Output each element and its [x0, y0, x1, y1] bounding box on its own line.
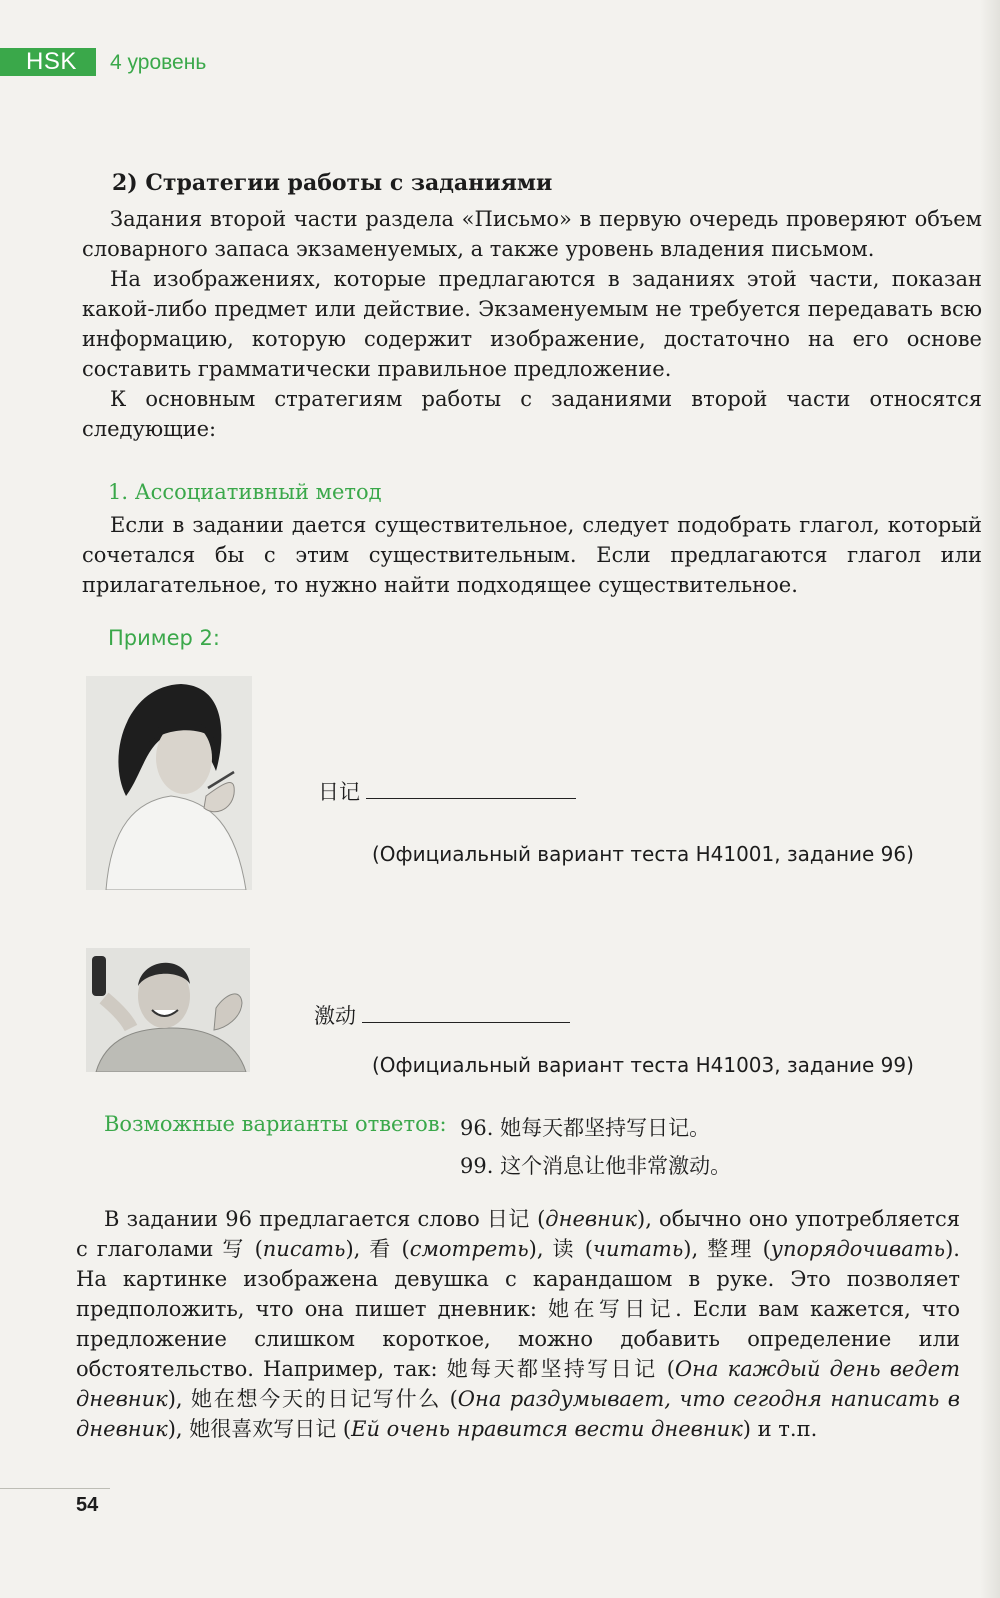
girl-illustration — [86, 676, 252, 890]
method-paragraph: Если в задании дается существительное, следует подобрать глагол, который сочетался бы с этим существительным. Если предлагаются глагол или прилагательное, то нужно найти подходящее существительное. — [82, 513, 982, 597]
man-illustration — [86, 948, 250, 1072]
excited-man-photo — [86, 948, 250, 1072]
explanation-run: ), обычно оно употребляется с глаголами 写 ( — [76, 1207, 960, 1261]
explanation-run: ). На картинке изображена девушка с карандашом в руке. Это позволяет предположить, что она пишет дневник: 她在写日记. Если вам кажется, что предложение слишком короткое, можно добавить определение или обстоятельство. Например, так: 她每天都坚持写日记 ( — [76, 1237, 960, 1381]
translation: упорядочивать — [770, 1237, 946, 1261]
answer-96: 96. 她每天都坚持写日记。 — [460, 1116, 711, 1140]
intro-paragraph: К основным стратегиям работы с заданиями второй части относятся следующие: — [82, 387, 982, 441]
explanation-run: ), 她在想今天的日记写什么 ( — [167, 1387, 458, 1411]
task-96-answer-blank — [366, 780, 576, 799]
task-99-keyword: 激动 — [314, 1004, 356, 1028]
footer-divider — [0, 1488, 110, 1489]
explanation-run: ), 看 ( — [345, 1237, 410, 1261]
answer-99: 99. 这个消息让他非常激动。 — [460, 1154, 732, 1178]
translation: Ей очень нравится вести дневник — [351, 1417, 743, 1441]
method-title: 1. Ассоциативный метод — [108, 480, 382, 504]
task-96-source: (Официальный вариант теста H41001, задание 96) — [372, 842, 914, 866]
task-99-answer-blank — [362, 1004, 570, 1023]
explanation-run: В задании 96 предлагается слово 日记 ( — [104, 1207, 546, 1231]
example-title: Пример 2: — [108, 626, 220, 650]
girl-with-pencil-photo — [86, 676, 252, 890]
method-text — [82, 510, 982, 600]
task-96-keyword: 日记 — [318, 780, 360, 804]
page-edge-shadow — [980, 0, 1000, 1598]
explanation-paragraph — [76, 1204, 960, 1444]
task-99-source: (Официальный вариант теста H41003, задание 99) — [372, 1053, 914, 1077]
hsk-badge: HSK — [26, 48, 77, 75]
translation: Она раздумывает, что сегодня написать в дневник — [76, 1387, 960, 1441]
translation: Она каждый день ведет дневник — [76, 1357, 960, 1411]
intro-text — [82, 204, 982, 444]
explanation-run: ) и т.п. — [742, 1417, 818, 1441]
intro-paragraph: На изображениях, которые предлагаются в заданиях этой части, показан какой-либо предмет или действие. Экзаменуемым не требуется передавать всю информацию, которую содержит изображение, достаточно на его основе составить грамматически правильное предложение. — [82, 267, 982, 381]
level-label: 4 уровень — [110, 51, 207, 74]
explanation-run: ), 她很喜欢写日记 ( — [167, 1417, 352, 1441]
translation: смотреть — [409, 1237, 529, 1261]
answers-label: Возможные варианты ответов: — [104, 1112, 447, 1136]
explanation-run: ), 读 ( — [528, 1237, 593, 1261]
task-99-word — [314, 1000, 570, 1030]
task-96-word — [318, 776, 576, 806]
explanation-run: ), 整理 ( — [683, 1237, 771, 1261]
intro-paragraph: Задания второй части раздела «Письмо» в первую очередь проверяют объем словарного запаса экзаменуемых, а также уровень владения письмом. — [82, 207, 982, 261]
translation: дневник — [545, 1207, 637, 1231]
page-number: 54 — [76, 1494, 99, 1516]
explanation-text — [76, 1204, 960, 1444]
translation: писать — [262, 1237, 346, 1261]
section-title: 2) Стратегии работы с заданиями — [112, 170, 553, 196]
translation: читать — [592, 1237, 684, 1261]
